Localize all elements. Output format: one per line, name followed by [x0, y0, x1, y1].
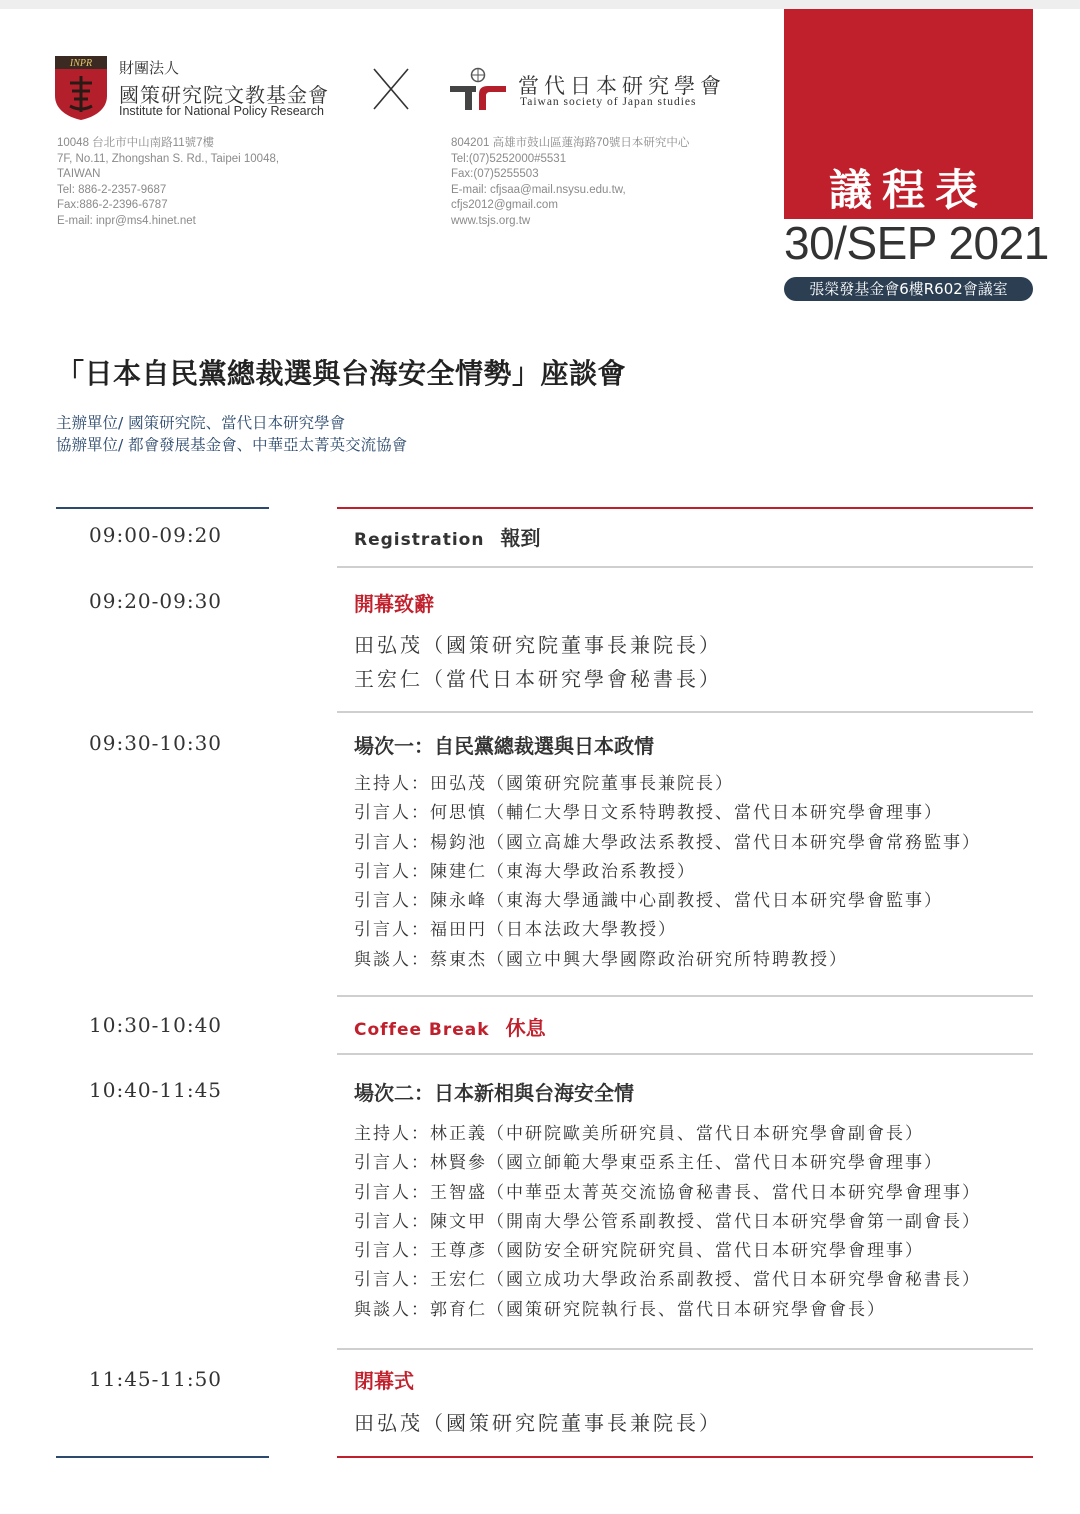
- cohost-organizers: 協辦單位/ 都會發展基金會、中華亞太菁英交流協會: [56, 436, 408, 454]
- divider: [337, 566, 1033, 568]
- coffee-break-heading: [354, 1012, 546, 1041]
- divider: [337, 1348, 1033, 1350]
- divider: [337, 995, 1033, 997]
- divider: [337, 1053, 1033, 1055]
- agenda-label: 議程表: [829, 166, 988, 216]
- session2-heading: 場次二：日本新相與台海安全情: [354, 1081, 634, 1105]
- session-time: 09:30-10:30: [89, 731, 223, 755]
- session-time: 10:40-11:45: [89, 1078, 223, 1102]
- org1-address-line: 7F, No.11, Zhongshan S. Rd., Taipei 10048,: [57, 152, 280, 165]
- org2-name: 當代日本研究學會: [518, 74, 726, 98]
- divider: [56, 507, 269, 509]
- org1-address-line: TAIWAN: [57, 168, 101, 180]
- org1-name-en: Institute for National Policy Research: [119, 104, 324, 118]
- org2-tel: Tel:(07)5252000#5531: [451, 152, 567, 165]
- org2-fax: Fax:(07)5255503: [451, 168, 539, 180]
- participant-line: 與談人：蔡東杰（國立中興大學國際政治研究所特聘教授）: [354, 949, 848, 970]
- participant-line: 引言人：林賢參（國立師範大學東亞系主任、當代日本研究學會理事）: [354, 1153, 943, 1174]
- speaker-line: 田弘茂（國策研究院董事長兼院長）: [354, 1411, 722, 1435]
- event-title: 「日本自民黨總裁選與台海安全情勢」座談會: [56, 357, 627, 390]
- session1-heading: 場次一：自民黨總裁選與日本政情: [354, 734, 654, 758]
- org2-email[interactable]: E-mail: cfjsaa@mail.nsysu.edu.tw,: [451, 183, 626, 196]
- participant-line: 引言人：陳文甲（開南大學公管系副教授、當代日本研究學會第一副會長）: [354, 1211, 981, 1232]
- org1-fax: Fax:886-2-2396-6787: [57, 199, 168, 211]
- top-bar: [0, 0, 1080, 9]
- speaker-line: 田弘茂（國策研究院董事長兼院長）: [354, 633, 722, 657]
- session1-participants: [354, 770, 981, 975]
- session-time: 11:45-11:50: [89, 1367, 223, 1391]
- heading-zh: 休息: [505, 1016, 546, 1040]
- session-time: 09:20-09:30: [89, 589, 223, 613]
- session2-participants: [354, 1120, 981, 1325]
- participant-line: 引言人：楊鈞池（國立高雄大學政法系教授、當代日本研究學會常務監事）: [354, 832, 981, 853]
- org1-contact: [57, 136, 279, 229]
- org1-email[interactable]: E-mail: inpr@ms4.hinet.net: [57, 214, 196, 227]
- org2-name-en: Taiwan society of Japan studies: [520, 96, 697, 108]
- org2-email-2[interactable]: cfjs2012@gmail.com: [451, 199, 558, 211]
- participant-line: 引言人：陳永峰（東海大學通識中心副教授、當代日本研究學會監事）: [354, 891, 943, 912]
- org1-address-line: 10048 台北市中山南路11號7樓: [57, 137, 215, 149]
- tsjs-logo-icon: [450, 66, 506, 112]
- venue-badge: 張榮發基金會6樓R602會議室: [784, 277, 1033, 301]
- participant-line: 主持人：林正義（中研院歐美所研究員、當代日本研究學會副會長）: [354, 1124, 924, 1144]
- org1-label-small: 財團法人: [119, 59, 180, 77]
- divider: [337, 507, 1033, 509]
- org2-website-link[interactable]: www.tsjs.org.tw: [451, 214, 531, 227]
- closing-heading: 閉幕式: [354, 1369, 414, 1393]
- divider: [337, 1456, 1033, 1458]
- opening-heading: 開幕致辭: [354, 592, 434, 616]
- host-organizers: 主辦單位/ 國策研究院、當代日本研究學會: [56, 414, 346, 432]
- registration-heading: [354, 522, 540, 551]
- participant-line: 引言人：王宏仁（國立成功大學政治系副教授、當代日本研究學會秘書長）: [354, 1270, 981, 1291]
- participant-line: 主持人：田弘茂（國策研究院董事長兼院長）: [354, 774, 734, 794]
- agenda-banner: [784, 9, 1033, 219]
- event-date: 30/SEP 2021: [784, 217, 1049, 269]
- org1-tel: Tel: 886-2-2357-9687: [57, 183, 167, 196]
- session-time: 10:30-10:40: [89, 1013, 223, 1037]
- heading-en: Registration: [354, 530, 485, 550]
- inpr-logo-icon: [55, 56, 107, 120]
- participant-line: 引言人：福田円（日本法政大學教授）: [354, 920, 677, 941]
- divider: [56, 1456, 269, 1458]
- divider: [337, 711, 1033, 713]
- participant-line: 引言人：陳建仁（東海大學政治系教授）: [354, 861, 696, 882]
- session-time: 09:00-09:20: [89, 523, 223, 547]
- speaker-line: 王宏仁（當代日本研究學會秘書長）: [354, 667, 722, 691]
- cross-icon: [372, 67, 410, 111]
- org2-contact: [451, 136, 689, 229]
- participant-line: 引言人：王智盛（中華亞太菁英交流協會秘書長、當代日本研究學會理事）: [354, 1182, 981, 1203]
- heading-zh: 報到: [500, 526, 541, 550]
- svg-text:INPR: INPR: [69, 58, 93, 69]
- heading-en: Coffee Break: [354, 1020, 490, 1040]
- participant-line: 引言人：王尊彥（國防安全研究院研究員、當代日本研究學會理事）: [354, 1241, 924, 1262]
- org1-name: 國策研究院文教基金會: [119, 83, 329, 107]
- participant-line: 與談人：郭育仁（國策研究院執行長、當代日本研究學會會長）: [354, 1299, 886, 1320]
- participant-line: 引言人：何思慎（輔仁大學日文系特聘教授、當代日本研究學會理事）: [354, 803, 943, 824]
- org2-address-line: 804201 高雄市鼓山區蓮海路70號日本研究中心: [451, 137, 690, 149]
